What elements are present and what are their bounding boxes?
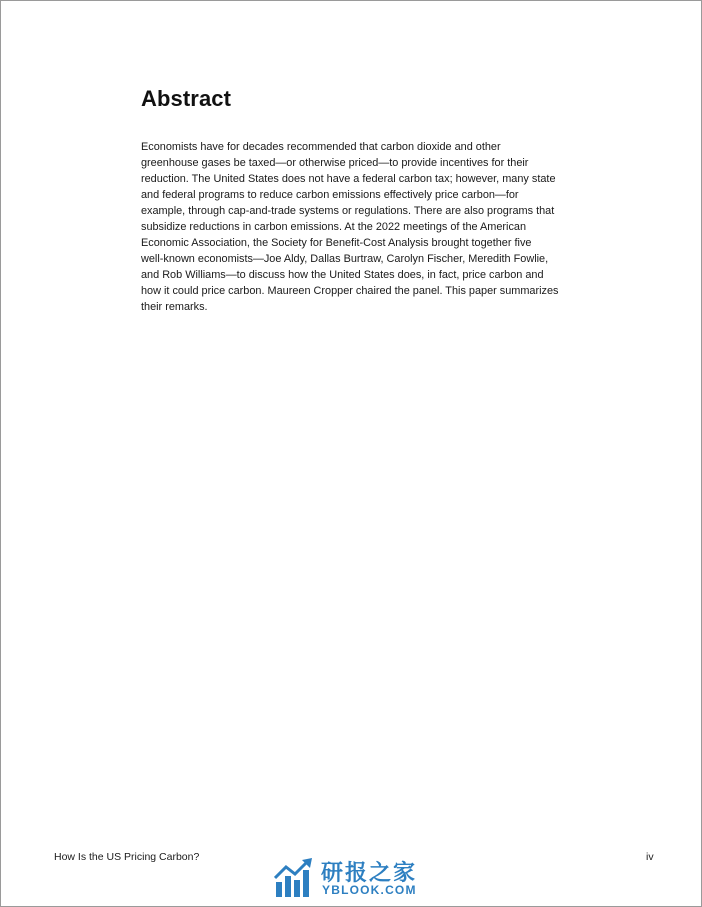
abstract-line: and federal programs to reduce carbon emissions effectively price carbon—for: [141, 189, 519, 201]
abstract-line: Economic Association, the Society for Benefit-Cost Analysis brought together five: [141, 237, 532, 249]
abstract-line: their remarks.: [141, 301, 208, 313]
abstract-heading: Abstract: [141, 86, 232, 111]
footer-page-number: iv: [646, 851, 654, 863]
abstract-line: subsidize reductions in carbon emissions. At the 2022 meetings of the American: [141, 221, 527, 233]
bar-chart-arrow-icon: [274, 858, 316, 898]
watermark-chinese-text: 研报之家: [321, 860, 418, 885]
abstract-line: reduction. The United States does not have a federal carbon tax; however, many state: [141, 173, 556, 185]
watermark: [274, 856, 434, 900]
footer-document-title: How Is the US Pricing Carbon?: [54, 851, 200, 863]
abstract-line: greenhouse gases be taxed—or otherwise priced—to provide incentives for their: [141, 157, 529, 169]
abstract-line: and Rob Williams—to discuss how the United States does, in fact, price carbon and: [141, 269, 544, 281]
watermark-english-text: YBLOOK.COM: [322, 883, 417, 897]
abstract-line: example, through cap-and-trade systems or regulations. There are also programs that: [141, 205, 555, 217]
abstract-line: Economists have for decades recommended that carbon dioxide and other: [141, 141, 501, 153]
abstract-line: well-known economists—Joe Aldy, Dallas Burtraw, Carolyn Fischer, Meredith Fowlie,: [141, 253, 549, 265]
abstract-paragraph: [141, 139, 571, 315]
abstract-line: how it could price carbon. Maureen Cropper chaired the panel. This paper summarizes: [141, 285, 559, 297]
